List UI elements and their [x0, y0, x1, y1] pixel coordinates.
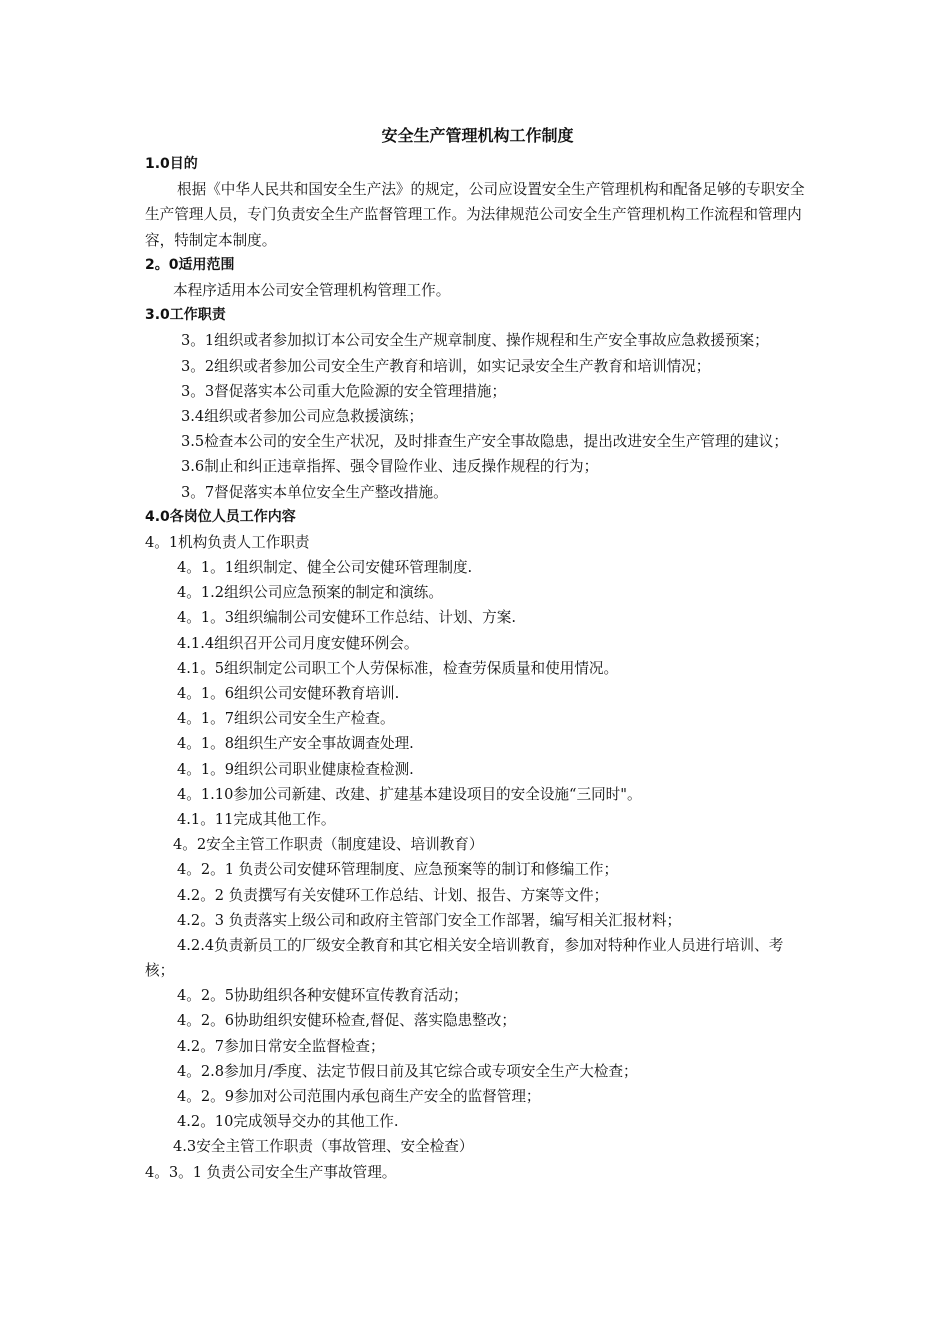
supervisor-item: 4.2。10完成领导交办的其他工作. — [177, 1113, 399, 1131]
duty-item: 3.6制止和纠正违章指挥、强令冒险作业、违反操作规程的行为； — [181, 458, 599, 476]
scope-paragraph: 本程序适用本公司安全管理机构管理工作。 — [173, 281, 451, 299]
duty-item: 3.5检查本公司的安全生产状况，及时排查生产安全事故隐患，提出改进安全生产管理的建议； — [181, 433, 788, 451]
duty-item: 3.4组织或者参加公司应急救援演练； — [181, 407, 424, 425]
director-item: 4。1.2组织公司应急预案的制定和演练。 — [177, 584, 443, 602]
document-page — [145, 120, 810, 1185]
section-heading-positions: 4.0各岗位人员工作内容 — [145, 508, 296, 525]
supervisor-item: 4.2。3 负责落实上级公司和政府主管部门安全工作部署，编写相关汇报材料； — [177, 911, 682, 929]
document-title: 安全生产管理机构工作制度 — [381, 126, 574, 145]
supervisor-item: 4.2.4负责新员工的厂级安全教育和其它相关安全培训教育，参加对特种作业人员进行培训、考核； — [145, 936, 784, 980]
director-item: 4。1.10参加公司新建、改建、扩建基本建设项目的安全设施“三同时"。 — [177, 785, 642, 803]
supervisor-item: 4。2。5协助组织各种安健环宣传教育活动； — [177, 987, 468, 1005]
subsection-heading-safety-supervisor-training: 4。2安全主管工作职责（制度建设、培训教育） — [173, 836, 484, 854]
section-heading-scope: 2。0适用范围 — [145, 256, 235, 273]
supervisor-item: 4。2.8参加月/季度、法定节假日前及其它综合或专项安全生产大检查； — [177, 1062, 638, 1080]
supervisor-item: 4。2。1 负责公司安健环管理制度、应急预案等的制订和修编工作； — [177, 861, 619, 879]
director-item: 4.1。5组织制定公司职工个人劳保标准，检查劳保质量和使用情况。 — [177, 659, 619, 677]
director-item: 4。1。1组织制定、健全公司安健环管理制度. — [177, 559, 473, 577]
director-item: 4。1。3组织编制公司安健环工作总结、计划、方案. — [177, 609, 516, 627]
duty-item: 3。3督促落实本公司重大危险源的安全管理措施； — [181, 382, 507, 400]
director-item: 4。1。9组织公司职业健康检查检测. — [177, 760, 414, 778]
director-item: 4。1。8组织生产安全事故调查处理. — [177, 735, 414, 753]
duty-item: 3。2组织或者参加公司安全生产教育和培训，如实记录安全生产教育和培训情况； — [181, 357, 711, 375]
supervisor-item: 4。2。6协助组织安健环检查,督促、落实隐患整改； — [177, 1012, 516, 1030]
duty-item: 3。7督促落实本单位安全生产整改措施。 — [181, 483, 448, 501]
subsection-heading-safety-supervisor-accidents: 4.3安全主管工作职责（事故管理、安全检查） — [173, 1138, 474, 1156]
duty-item: 3。1组织或者参加拟订本公司安全生产规章制度、操作规程和生产安全事故应急救援预案； — [181, 332, 769, 350]
director-item: 4。1。6组织公司安健环教育培训. — [177, 685, 400, 703]
supervisor-item: 4.2。2 负责撰写有关安健环工作总结、计划、报告、方案等文件； — [177, 886, 609, 904]
section-heading-purpose: 1.0目的 — [145, 156, 198, 172]
supervisor-item: 4。2。9参加对公司范围内承包商生产安全的监督管理； — [177, 1088, 541, 1106]
subsection-heading-director: 4。1机构负责人工作职责 — [145, 533, 310, 551]
accident-item: 4。3。1 负责公司安全生产事故管理。 — [145, 1163, 397, 1181]
purpose-paragraph: 根据《中华人民共和国安全生产法》的规定，公司应设置安全生产管理机构和配备足够的专职安全生产管理人员，专门负责安全生产监督管理工作。为法律规范公司安全生产管理机构工作流程和管理内容，特制定本制度。 — [145, 181, 805, 249]
director-item: 4。1。7组织公司安全生产检查。 — [177, 710, 395, 728]
section-heading-duties: 3.0工作职责 — [145, 307, 226, 324]
supervisor-item: 4.2。7参加日常安全监督检查； — [177, 1037, 385, 1055]
director-item: 4.1。11完成其他工作。 — [177, 810, 336, 828]
director-item: 4.1.4组织召开公司月度安健环例会。 — [177, 634, 419, 652]
